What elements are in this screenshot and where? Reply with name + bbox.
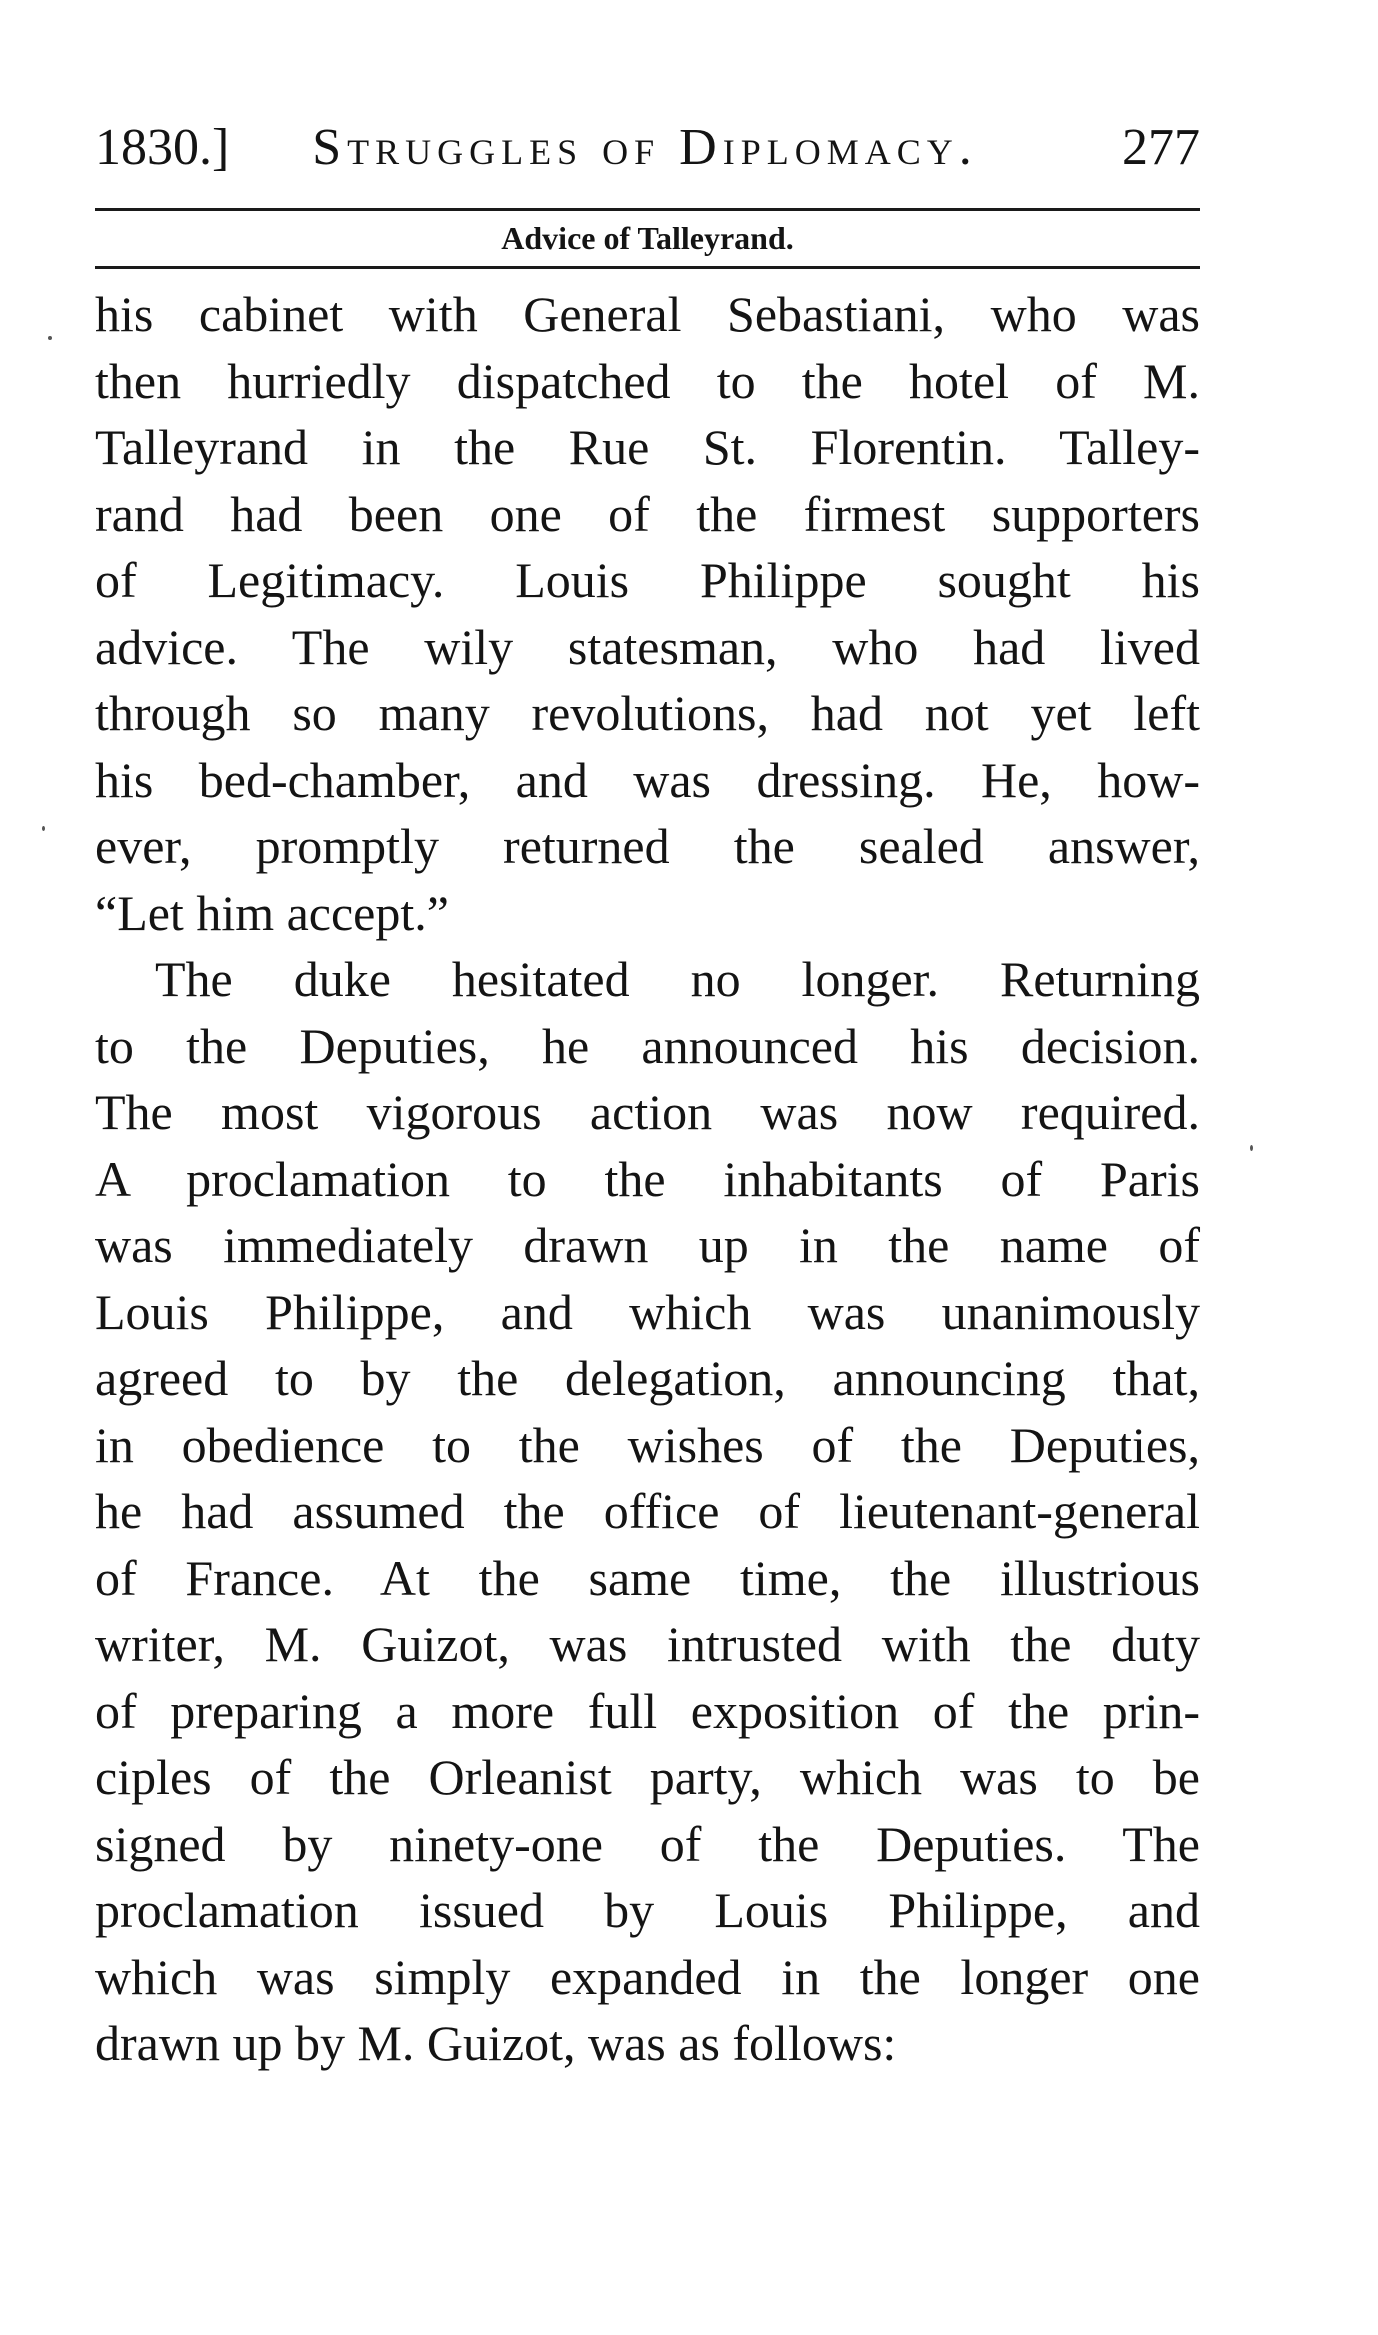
text-line: advice. The wily statesman, who had lived <box>95 618 1200 675</box>
text-line: A proclamation to the inhabitants of Paris <box>95 1150 1200 1207</box>
header-rule-bottom <box>95 266 1200 269</box>
text-line: rand had been one of the firmest supporters <box>95 485 1200 542</box>
text-line: which was simply expanded in the longer one <box>95 1948 1200 2005</box>
text-line: in obedience to the wishes of the Deputies, <box>95 1416 1200 1473</box>
text-line: Talleyrand in the Rue St. Florentin. Talley- <box>95 419 1200 475</box>
body-text <box>95 281 1200 2077</box>
text-line: of France. At the same time, the illustrious <box>95 1549 1200 1606</box>
page-number: 277 <box>1122 119 1200 176</box>
print-speck <box>1250 1145 1253 1151</box>
text-line: ciples of the Orleanist party, which was to be <box>95 1749 1200 1805</box>
text-line: he had assumed the office of lieutenant-general <box>95 1483 1200 1539</box>
text-line: The most vigorous action was now required. <box>95 1084 1200 1140</box>
header-rule-top <box>95 208 1200 211</box>
text-line: his bed-chamber, and was dressing. He, how- <box>95 751 1200 808</box>
text-line: ever, promptly returned the sealed answer, <box>95 818 1200 874</box>
text-line: was immediately drawn up in the name of <box>95 1217 1200 1273</box>
text-line: then hurriedly dispatched to the hotel of M. <box>95 352 1200 409</box>
text-line: to the Deputies, he announced his decision. <box>95 1017 1200 1074</box>
text-line: of Legitimacy. Louis Philippe sought his <box>95 552 1200 608</box>
running-head-year: 1830.] <box>95 119 230 176</box>
text-line: of preparing a more full exposition of the prin- <box>95 1682 1200 1739</box>
text-line: signed by ninety-one of the Deputies. The <box>95 1815 1200 1872</box>
print-speck <box>48 336 52 340</box>
text-line: writer, M. Guizot, was intrusted with the duty <box>95 1616 1200 1672</box>
text-line: drawn up by M. Guizot, was as follows: <box>95 2015 897 2071</box>
text-line: “Let him accept.” <box>95 884 449 941</box>
running-head-title: Struggles of Diplomacy. <box>312 119 978 176</box>
print-speck <box>42 826 45 831</box>
text-line: Louis Philippe, and which was unanimously <box>95 1283 1200 1340</box>
paragraph-first-line: The duke hesitated no longer. Returning <box>155 951 1200 1007</box>
section-subheading: Advice of Talleyrand. <box>501 220 794 256</box>
text-line: proclamation issued by Louis Philippe, and <box>95 1882 1200 1938</box>
text-line: agreed to by the delegation, announcing that, <box>95 1350 1200 1406</box>
text-line: his cabinet with General Sebastiani, who was <box>95 286 1200 342</box>
text-line: through so many revolutions, had not yet left <box>95 685 1200 741</box>
running-head <box>95 112 1200 184</box>
